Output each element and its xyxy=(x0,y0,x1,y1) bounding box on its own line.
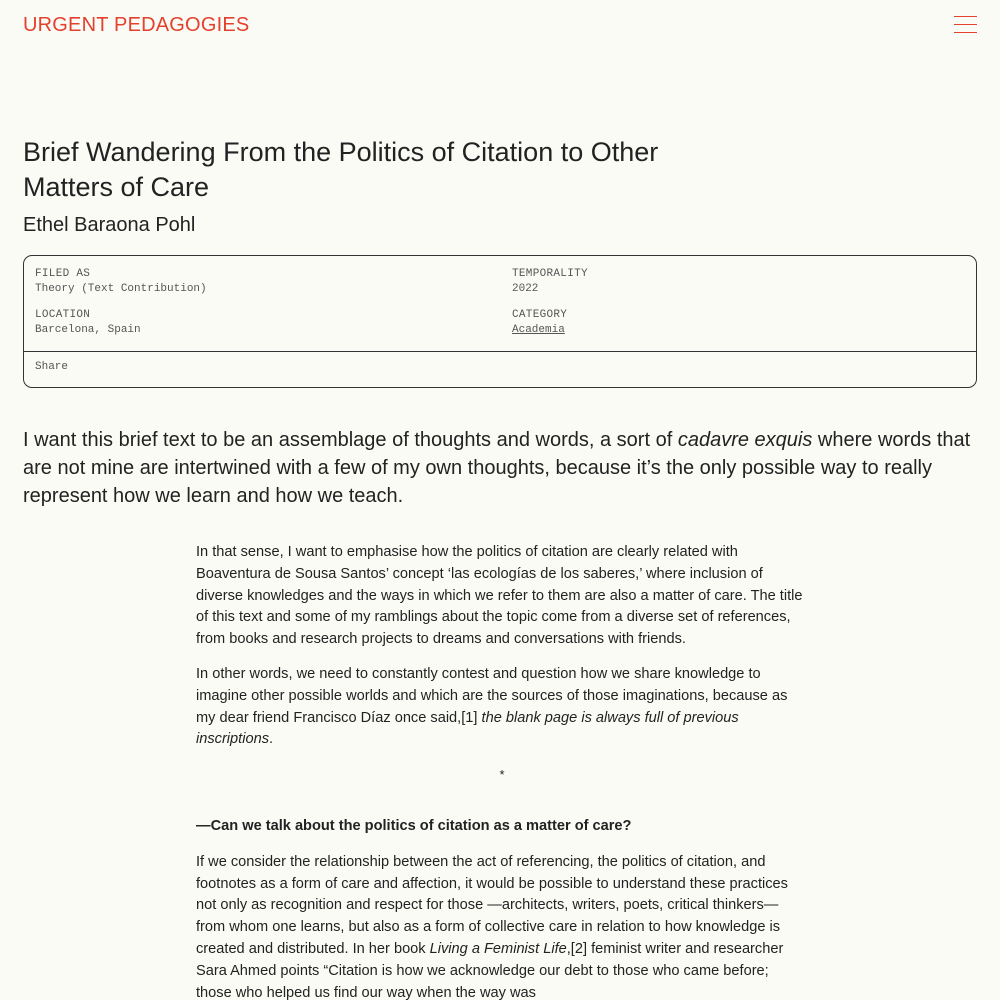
article-body xyxy=(196,542,808,1000)
body-emphasis: the blank page is always full of previous inscriptions xyxy=(196,709,739,748)
meta-label: TEMPORALITY xyxy=(512,268,588,280)
article-title: Brief Wandering From the Politics of Citation to Other Matters of Care xyxy=(23,137,659,202)
body-text: . xyxy=(269,731,274,748)
meta-filed-as xyxy=(35,267,207,297)
lead-paragraph xyxy=(23,426,973,510)
meta-value: 2022 xyxy=(512,283,539,295)
meta-location xyxy=(35,308,141,338)
meta-grid xyxy=(24,256,976,352)
category-link[interactable]: Academia xyxy=(512,324,565,336)
meta-value: Barcelona, Spain xyxy=(35,324,141,336)
menu-line-icon xyxy=(954,32,977,33)
body-text: feminist writer and researcher Sara Ahmed points “Citation is how we acknowledge our debt to those who came before; those who helped us find our way when the way was xyxy=(196,940,784,1000)
lead-text: where words that are not mine are intertwined with a few of my own thoughts, because it’s the only possible way to really represent how we learn and how we teach. xyxy=(23,429,971,507)
article-author: Ethel Baraona Pohl xyxy=(23,214,196,236)
menu-line-icon xyxy=(954,24,977,25)
body-paragraph: In that sense, I want to emphasise how the politics of citation are clearly related with Boaventura de Sousa Santos’ concept ‘las ecologías de los saberes,’ where inclusion of diverse knowledges and the ways in which we refer to them are also a matter of care. The title of this text and some of my ramblings about the topic come from a diverse set of references, from books and research projects to dreams and conversations with friends. xyxy=(196,544,803,648)
hamburger-menu-icon[interactable] xyxy=(954,16,977,34)
menu-line-icon xyxy=(954,16,977,17)
share-button[interactable]: Share xyxy=(35,361,69,373)
body-paragraph xyxy=(196,852,808,1000)
meta-label: CATEGORY xyxy=(512,309,568,321)
meta-card xyxy=(23,255,977,388)
meta-label: LOCATION xyxy=(35,309,91,321)
lead-text: I want this brief text to be an assemblage of thoughts and words, a sort of xyxy=(23,429,678,451)
meta-label: FILED AS xyxy=(35,268,91,280)
meta-temporality xyxy=(512,267,588,297)
meta-category xyxy=(512,308,567,338)
section-question-heading: —Can we talk about the politics of citation as a matter of care? xyxy=(196,817,632,834)
footnote-link[interactable]: [1] xyxy=(461,709,478,726)
lead-emphasis: cadavre exquis xyxy=(677,429,813,451)
section-separator: * xyxy=(499,767,505,783)
body-text: In other words, we need to constantly contest and question how we share knowledge to imagine other possible worlds and which are the sources of those imaginations, because as my dear friend Francisco Díaz once said, xyxy=(196,665,788,726)
body-paragraph xyxy=(196,664,808,751)
footnote-link[interactable]: ,[2] xyxy=(566,940,588,957)
body-text: If we consider the relationship between the act of referencing, the politics of citation, and footnotes as a form of care and affection, it would be possible to understand these practices not only as recognition and respect for those —architects, writers, poets, critical thinkers— from whom one learns, but also as a form of collective care in relation to how knowledge is created and distributed. In her book xyxy=(196,853,788,957)
meta-value: Theory (Text Contribution) xyxy=(35,283,207,295)
book-title: Living a Feminist Life xyxy=(429,940,567,957)
site-title-link[interactable]: URGENT PEDAGOGIES xyxy=(23,14,250,36)
